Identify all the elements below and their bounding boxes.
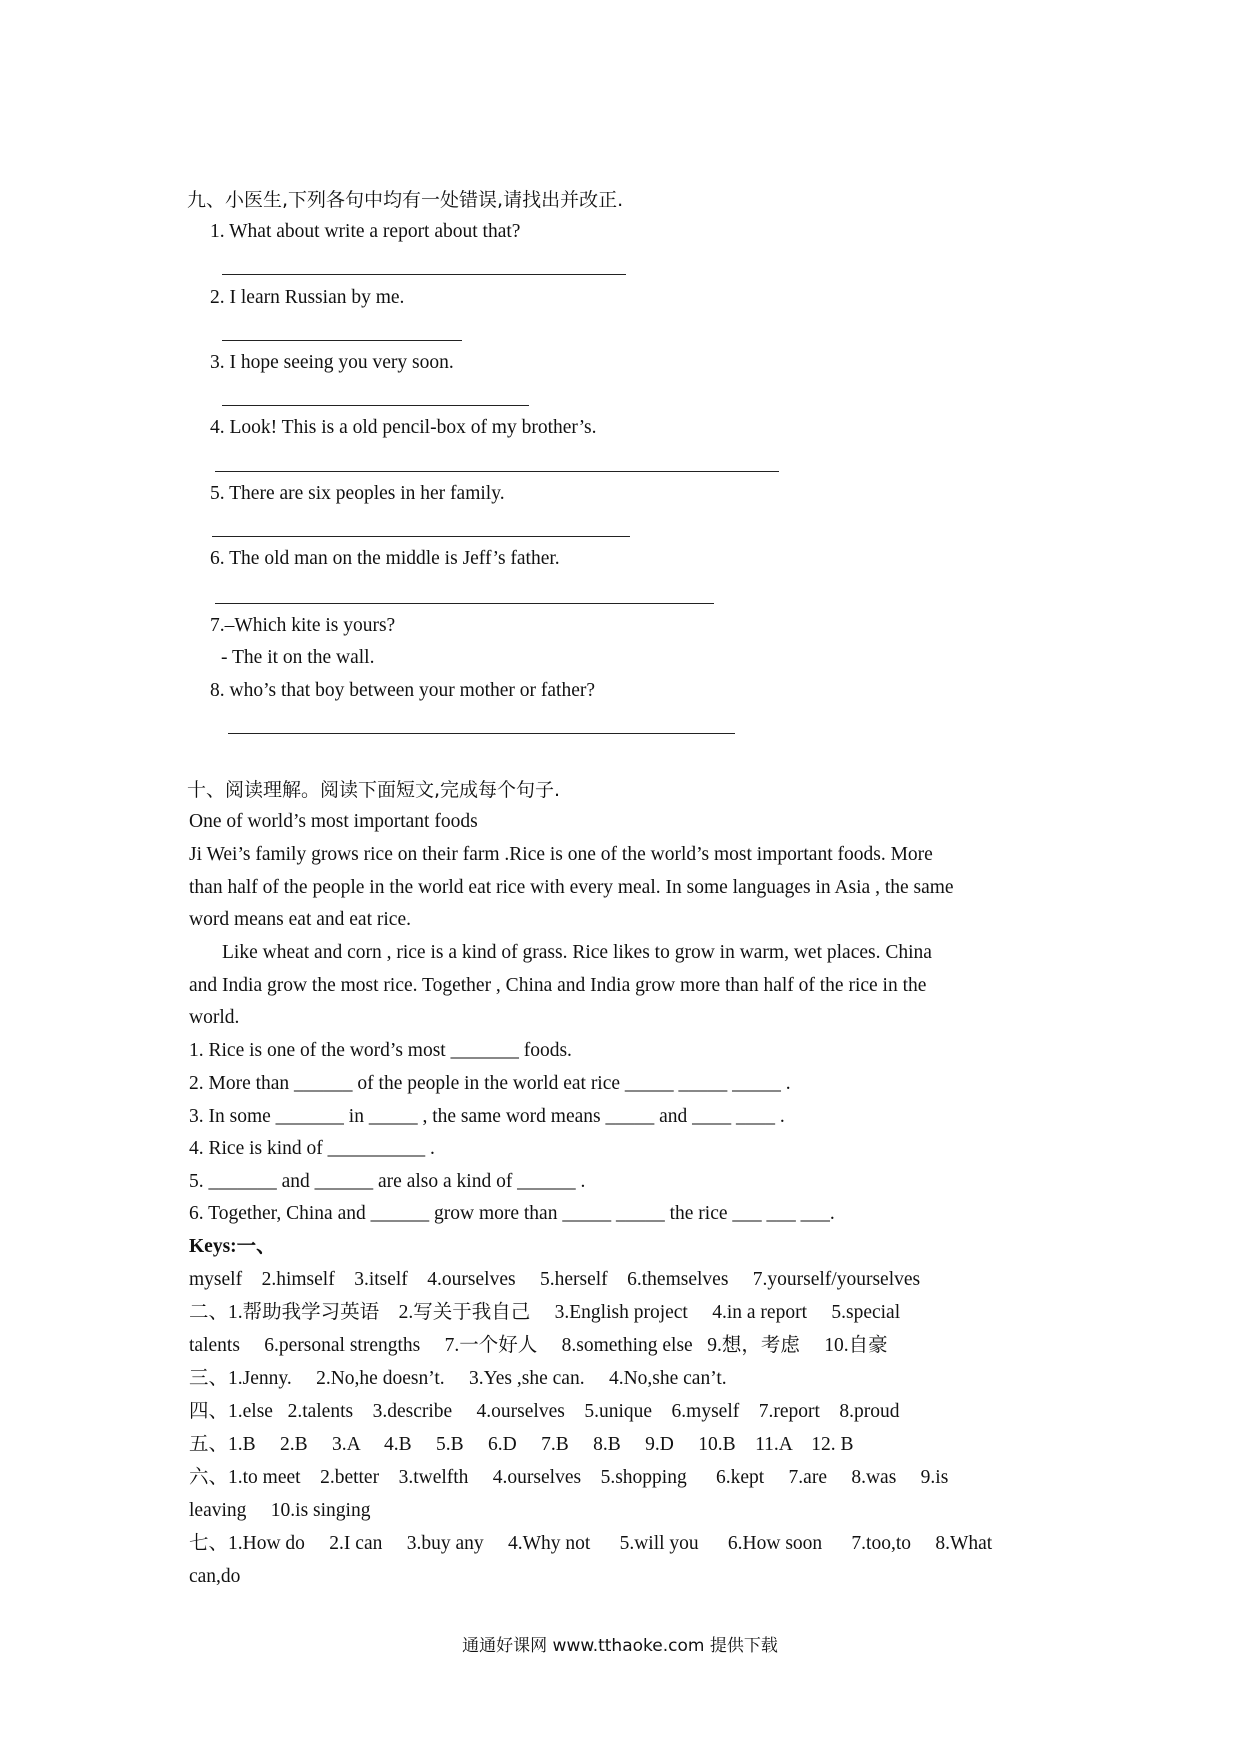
- comprehension-question: 2. More than ______ of the people in the world eat rice _____ _____ _____ .: [189, 1073, 791, 1094]
- error-correction-item: 1. What about write a report about that?: [210, 221, 521, 242]
- page-footer: 通通好课网 www.tthaoke.com 提供下载: [462, 1636, 778, 1656]
- passage-line: Like wheat and corn , rice is a kind of grass. Rice likes to grow in warm, wet places. China: [222, 942, 932, 963]
- comprehension-question: 3. In some _______ in _____ , the same word means _____ and ____ ____ .: [189, 1106, 785, 1127]
- comprehension-question: 1. Rice is one of the word’s most _______ foods.: [189, 1040, 572, 1061]
- answer-key-line: leaving 10.is singing: [189, 1500, 371, 1521]
- passage-line: world.: [189, 1007, 240, 1028]
- error-correction-item: 7.–Which kite is yours?: [210, 615, 396, 636]
- error-correction-item: 3. I hope seeing you very soon.: [210, 352, 454, 373]
- comprehension-question: 6. Together, China and ______ grow more than _____ _____ the rice ___ ___ ___.: [189, 1203, 835, 1224]
- answer-key-line: 六、1.to meet 2.better 3.twelfth 4.ourselves 5.shopping 6.kept 7.are 8.was 9.is: [189, 1467, 949, 1488]
- error-correction-item: 4. Look! This is a old pencil-box of my brother’s.: [210, 417, 597, 438]
- error-correction-item: 2. I learn Russian by me.: [210, 287, 405, 308]
- section-9-title: 九、小医生,下列各句中均有一处错误,请找出并改正.: [187, 189, 624, 211]
- passage-line: and India grow the most rice. Together , China and India grow more than half of the rice in the: [189, 975, 927, 996]
- error-correction-item: - The it on the wall.: [221, 647, 375, 668]
- answer-key-line: talents 6.personal strengths 7.一个好人 8.something else 9.想，考虑 10.自豪: [189, 1335, 888, 1356]
- error-correction-item: 5. There are six peoples in her family.: [210, 483, 505, 504]
- passage-line: than half of the people in the world eat rice with every meal. In some languages in Asia , the same: [189, 877, 954, 898]
- comprehension-question: 4. Rice is kind of __________ .: [189, 1138, 435, 1159]
- answer-key-line: 七、1.How do 2.I can 3.buy any 4.Why not 5.will you 6.How soon 7.too,to 8.What: [189, 1533, 993, 1554]
- answer-key-line: can,do: [189, 1566, 241, 1587]
- error-correction-item: 6. The old man on the middle is Jeff’s father.: [210, 548, 560, 569]
- passage-line: Ji Wei’s family grows rice on their farm .Rice is one of the world’s most important foods. More: [189, 844, 933, 865]
- answer-key-line: 四、1.else 2.talents 3.describe 4.ourselves 5.unique 6.myself 7.report 8.proud: [189, 1401, 900, 1422]
- answer-key-line: myself 2.himself 3.itself 4.ourselves 5.herself 6.themselves 7.yourself/yourselves: [189, 1269, 921, 1290]
- keys-label: Keys:一、: [189, 1236, 276, 1257]
- comprehension-question: 5. _______ and ______ are also a kind of ______ .: [189, 1171, 586, 1192]
- error-correction-item: 8. who’s that boy between your mother or father?: [210, 680, 596, 701]
- answer-key-line: 二、1.帮助我学习英语 2.写关于我自己 3.English project 4.in a report 5.special: [189, 1302, 901, 1323]
- answer-line: [228, 733, 735, 734]
- answer-line: [215, 603, 714, 604]
- answer-line: [215, 471, 779, 472]
- answer-line: [222, 405, 529, 406]
- answer-line: [222, 274, 626, 275]
- section-10-title: 十、阅读理解。阅读下面短文,完成每个句子.: [187, 779, 561, 801]
- answer-line: [222, 340, 462, 341]
- passage-line: word means eat and eat rice.: [189, 909, 411, 930]
- answer-line: [212, 536, 630, 537]
- answer-key-line: 三、1.Jenny. 2.No,he doesn’t. 3.Yes ,she can. 4.No,she can’t.: [189, 1368, 727, 1389]
- answer-key-line: 五、1.B 2.B 3.A 4.B 5.B 6.D 7.B 8.B 9.D 10.B 11.A 12. B: [189, 1434, 854, 1455]
- passage-title: One of world’s most important foods: [189, 811, 478, 832]
